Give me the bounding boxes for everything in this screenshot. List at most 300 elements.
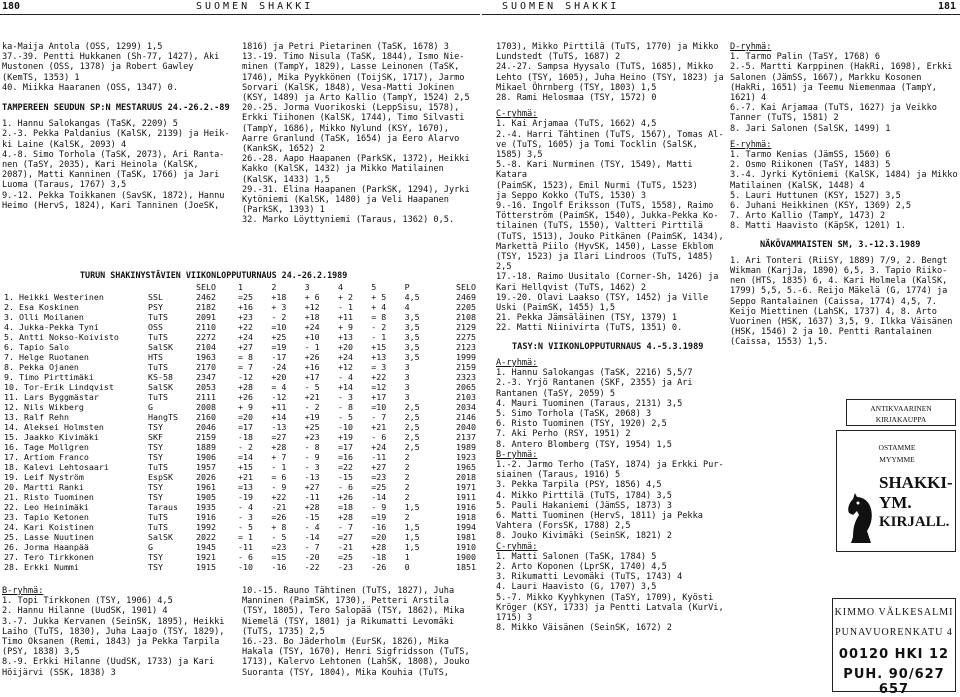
text-line: Uski (PaimSK, 1455) 1,5 bbox=[496, 303, 615, 314]
table-cell: - 2 bbox=[238, 442, 254, 452]
column-header: 2 bbox=[271, 282, 277, 292]
table-cell: 2205 bbox=[456, 302, 476, 312]
table-cell: +19 bbox=[304, 412, 320, 422]
text-line: Seppo Rantalainen (Caissa, 1774) 4,5, 7. bbox=[730, 296, 937, 307]
table-cell: - 5 bbox=[271, 532, 287, 542]
text-line: 2. Hannu Hilanne (UudSK, 1901) 4 bbox=[2, 606, 168, 617]
table-cell: =26 bbox=[271, 512, 287, 522]
text-line: (ParkSK, 1393) 1 bbox=[242, 205, 325, 216]
text-line: 2.-3. Yrjö Rantanen (SKF, 2355) ja Ari bbox=[496, 378, 693, 389]
table-cell: TuTS bbox=[148, 332, 168, 342]
page-number: 180 bbox=[2, 1, 21, 12]
table-row bbox=[2, 472, 478, 482]
table-cell: 2469 bbox=[456, 292, 476, 302]
table-cell: +16 bbox=[238, 302, 254, 312]
column-2-tail bbox=[242, 586, 478, 678]
table-cell: +28 bbox=[304, 502, 320, 512]
text-line: (TuTS, 1735) 2,5 bbox=[242, 626, 325, 637]
table-cell: +24 bbox=[238, 332, 254, 342]
table-cell: 1,5 bbox=[404, 522, 420, 532]
running-header-right bbox=[482, 0, 960, 15]
table-cell: =25 bbox=[238, 292, 254, 302]
table-cell: =25 bbox=[371, 482, 387, 492]
table-cell: 2018 bbox=[456, 472, 476, 482]
table-cell: =20 bbox=[371, 532, 387, 542]
table-cell: EspSK bbox=[148, 472, 173, 482]
article-column-4 bbox=[730, 42, 958, 348]
table-cell: - 7 bbox=[371, 412, 387, 422]
table-cell: 13. Ralf Rehn bbox=[4, 412, 69, 422]
table-cell: 4. Jukka-Pekka Tyni bbox=[4, 322, 99, 332]
text-line: 1713), Kalervo Lehtonen (LahSK, 1808), Jouko bbox=[242, 657, 470, 668]
text-line: 1746), Mika Pyykkönen (ToijSK, 1717), Jarmo bbox=[242, 72, 465, 83]
table-cell: =19 bbox=[271, 342, 287, 352]
table-cell: - 4 bbox=[238, 502, 254, 512]
table-cell: =27 bbox=[271, 432, 287, 442]
table-cell: 2129 bbox=[456, 322, 476, 332]
section-heading: NÄKÖVAMMAISTEN SM, 3.-12.3.1989 bbox=[760, 239, 921, 250]
shop-phone: PUH. 90/627 657 bbox=[843, 667, 945, 697]
table-cell: 2347 bbox=[196, 372, 216, 382]
table-cell: +22 bbox=[271, 492, 287, 502]
table-cell: =25 bbox=[337, 552, 353, 562]
table-cell: 2160 bbox=[196, 412, 216, 422]
table-cell: +18 bbox=[304, 312, 320, 322]
table-cell: 3 bbox=[404, 362, 410, 372]
table-cell: HTS bbox=[148, 352, 163, 362]
text-line: 1715) 3 bbox=[496, 612, 533, 623]
table-cell: - 5 bbox=[304, 382, 320, 392]
text-line: 1585) 3,5 bbox=[496, 150, 543, 161]
table-cell: -14 bbox=[371, 492, 387, 502]
table-cell: 7. Helge Ruotanen bbox=[4, 352, 89, 362]
text-line: (KemTS, 1353) 1 bbox=[2, 72, 80, 83]
table-cell: TuTS bbox=[148, 462, 168, 472]
table-cell: +28 bbox=[371, 542, 387, 552]
table-cell: 1900 bbox=[456, 552, 476, 562]
table-cell: =16 bbox=[337, 452, 353, 462]
group-heading: B-ryhmä: bbox=[496, 449, 538, 460]
text-line: (TSY, 1523) ja Ilari Lindroos (TuTS, 1485) bbox=[496, 252, 714, 263]
contact-advert bbox=[832, 598, 956, 697]
table-cell: 24. Kari Koistinen bbox=[4, 522, 94, 532]
text-line: 20.-25. Jorma Vuorikoski (LeppSisu, 1578), bbox=[242, 103, 460, 114]
table-cell: -11 bbox=[304, 492, 320, 502]
table-cell: =22 bbox=[337, 462, 353, 472]
group-heading: D-ryhmä: bbox=[730, 42, 772, 52]
table-cell: 3 bbox=[404, 392, 410, 402]
table-cell: +19 bbox=[337, 432, 353, 442]
text-line: 13.-19. Timo Nisula (TaSK, 1844), Ismo Nie- bbox=[242, 52, 465, 63]
table-cell: -20 bbox=[304, 552, 320, 562]
text-line: Hakala (TSY, 1670), Henri Sigfridsson (TuTS, bbox=[242, 647, 470, 658]
text-line: 3.-7. Jukka Kervanen (SeinSK, 1895), Heikki bbox=[2, 616, 225, 627]
text-line: Kakko (KalSK, 1432) ja Mikko Matilainen bbox=[242, 164, 444, 175]
text-line: Manninen (PaimSK, 1730), Petteri Arstila bbox=[242, 596, 449, 607]
table-row bbox=[2, 482, 478, 492]
buy-label: OSTAMME bbox=[878, 443, 916, 452]
table-cell: -10 bbox=[337, 422, 353, 432]
table-cell: +26 bbox=[238, 392, 254, 402]
brand-line-3: KIRJALL. bbox=[879, 514, 950, 530]
text-line: tilainen (TuTS, 1550), Valtteri Pirttilä bbox=[496, 221, 703, 232]
text-line: 16.-23. Bo Jäderholm (EurSK, 1826), Mika bbox=[242, 637, 449, 648]
table-row bbox=[2, 362, 478, 372]
text-line: (PaimSK, 1523), Emil Nurmi (TuTS, 1523) bbox=[496, 180, 698, 191]
brand-line-2: YM. bbox=[879, 493, 912, 512]
table-cell: 2008 bbox=[196, 402, 216, 412]
table-cell: KS-58 bbox=[148, 372, 173, 382]
table-cell: +23 bbox=[238, 312, 254, 322]
table-cell: OSS bbox=[148, 322, 163, 332]
table-cell: Taraus bbox=[148, 502, 178, 512]
table-cell: - 5 bbox=[238, 522, 254, 532]
table-cell: 2065 bbox=[456, 382, 476, 392]
table-cell: 1,5 bbox=[404, 542, 420, 552]
table-cell: 2034 bbox=[456, 402, 476, 412]
text-line: 1621) 4 bbox=[730, 93, 767, 104]
table-cell: - 2 bbox=[304, 402, 320, 412]
table-row bbox=[2, 312, 478, 322]
text-line: 1. Hannu Salokangas (TaSK, 2216) 5,5/7 bbox=[496, 368, 693, 379]
table-cell: +27 bbox=[304, 482, 320, 492]
table-cell: 1923 bbox=[456, 452, 476, 462]
text-line: Höijärvi (SSK, 1838) 3 bbox=[2, 667, 116, 678]
table-cell: SSL bbox=[148, 292, 163, 302]
table-cell: 1957 bbox=[196, 462, 216, 472]
table-cell: 1992 bbox=[196, 522, 216, 532]
text-line: 1.-2. Jarmo Terho (TaSY, 1874) ja Erkki Pur- bbox=[496, 459, 724, 470]
table-cell: 2103 bbox=[456, 392, 476, 402]
text-line: 1799) 5,5, 5.-6. Reijo Mäkelä (G, 1774) ja bbox=[730, 286, 948, 297]
table-cell: 4 bbox=[404, 302, 410, 312]
table-cell: =27 bbox=[337, 532, 353, 542]
table-cell: - 6 bbox=[371, 432, 387, 442]
table-cell: 1981 bbox=[456, 532, 476, 542]
text-line: 1816) ja Petri Pietarinen (TaSK, 1678) 3 bbox=[242, 42, 449, 52]
table-cell: 20. Martti Ranki bbox=[4, 482, 84, 492]
text-line: 2. Osmo Riikonen (TaSY, 1483) 5 bbox=[730, 160, 891, 171]
text-line: Kytöniemi (KalSK, 1480) ja Veli Haapanen bbox=[242, 195, 449, 206]
text-line: Wikman (KarjJa, 1890) 6,5, 3. Tapio Riiko- bbox=[730, 266, 948, 277]
text-line: nen (TaSY, 2035), Kari Heinola (KalSK, bbox=[2, 160, 199, 171]
table-cell: +14 bbox=[337, 382, 353, 392]
table-header-row bbox=[2, 282, 478, 292]
table-cell: = 8 bbox=[371, 312, 387, 322]
table-cell: +12 bbox=[304, 302, 320, 312]
table-body bbox=[2, 292, 478, 572]
text-line: 3. Rikumatti Levomäki (TuTS, 1743) 4 bbox=[496, 572, 683, 583]
text-line: 2.-3. Pekka Paldanius (KalSK, 2139) ja Heik- bbox=[2, 129, 230, 140]
table-cell: +10 bbox=[304, 332, 320, 342]
table-cell: +17 bbox=[371, 392, 387, 402]
table-cell: 2,5 bbox=[404, 442, 420, 452]
text-line: (TSY, 1805), Tero Salopää (TSY, 1862), Mika bbox=[242, 606, 465, 617]
text-line: Lundstedt (TuTS, 1687) 2 bbox=[496, 52, 621, 63]
table-cell: 2. Esa Koskinen bbox=[4, 302, 79, 312]
text-line: Sorvari (KalSK, 1848), Vesa-Matti Jokinen bbox=[242, 82, 455, 93]
table-cell: = 6 bbox=[271, 472, 287, 482]
text-line: 5. Simo Torhola (TaSK, 2068) 3 bbox=[496, 408, 652, 419]
table-cell: 1918 bbox=[456, 512, 476, 522]
text-line: Kröger (KSY, 1733) ja Pentti Latvala (KurVi, bbox=[496, 602, 724, 613]
table-cell: -22 bbox=[304, 562, 320, 572]
table-cell: 9. Timo Pirttimäki bbox=[4, 372, 94, 382]
text-line: 1703), Mikko Pirttilä (TuTS, 1770) ja Mikko bbox=[496, 42, 719, 52]
table-cell: TSY bbox=[148, 452, 163, 462]
column-header: 4 bbox=[337, 282, 343, 292]
text-line: Vahtera (ForsSK, 1788) 2,5 bbox=[496, 521, 631, 532]
text-line: 7. Arto Kallio (TampY, 1473) 2 bbox=[730, 211, 886, 222]
text-line: 1. Tarmo Kenias (JämSS, 1560) 6 bbox=[730, 150, 891, 161]
page-number: 181 bbox=[937, 1, 956, 12]
table-cell: 25. Lasse Nuutinen bbox=[4, 532, 94, 542]
table-cell: +21 bbox=[304, 392, 320, 402]
table-cell: -10 bbox=[238, 562, 254, 572]
text-line: 28. Rami Helosmaa (TSY, 1572) 0 bbox=[496, 93, 657, 104]
table-cell: + 2 bbox=[337, 292, 353, 302]
text-line: 2. Arto Koponen (LprSK, 1740) 4,5 bbox=[496, 561, 667, 572]
table-cell: +13 bbox=[337, 332, 353, 342]
table-cell: 2046 bbox=[196, 422, 216, 432]
table-cell: -21 bbox=[337, 542, 353, 552]
column-header: SELO bbox=[196, 282, 216, 292]
table-cell: =17 bbox=[337, 442, 353, 452]
table-cell: - 9 bbox=[271, 482, 287, 492]
table-cell: 21. Risto Tuominen bbox=[4, 492, 94, 502]
table-cell: 2462 bbox=[196, 292, 216, 302]
table-cell: 2,5 bbox=[404, 422, 420, 432]
table-cell: 3 bbox=[404, 382, 410, 392]
shop-postcode: 00120 HKI 12 bbox=[838, 647, 950, 662]
table-cell: = 8 bbox=[238, 352, 254, 362]
table-cell: =10 bbox=[271, 322, 287, 332]
table-cell: +14 bbox=[271, 412, 287, 422]
table-row bbox=[2, 432, 478, 442]
table-cell: =19 bbox=[371, 512, 387, 522]
table-cell: =23 bbox=[371, 472, 387, 482]
running-title: SUOMEN SHAKKI bbox=[196, 1, 314, 12]
table-cell: 2275 bbox=[456, 332, 476, 342]
table-cell: +28 bbox=[238, 382, 254, 392]
table-cell: -12 bbox=[271, 392, 287, 402]
table-cell: 2,5 bbox=[404, 412, 420, 422]
table-cell: -16 bbox=[271, 562, 287, 572]
table-cell: SalSK bbox=[148, 342, 173, 352]
text-line: 2.-5. Martti Karppinen (HakRi, 1698), Erkki bbox=[730, 62, 953, 73]
table-cell: - 5 bbox=[337, 412, 353, 422]
column-header: P bbox=[404, 282, 410, 292]
column-header: 3 bbox=[304, 282, 310, 292]
table-row bbox=[2, 352, 478, 362]
article-column-3 bbox=[496, 42, 724, 633]
text-line: Lehto (TSY, 1605), Juha Heino (TSY, 1823) ja bbox=[496, 72, 724, 83]
table-cell: - 1 bbox=[371, 332, 387, 342]
text-line: Timo Oksanen (Remi, 1843) ja Pekka Tarpila bbox=[2, 637, 220, 648]
table-cell: 1. Heikki Westerinen bbox=[4, 292, 104, 302]
text-line: 8. Antero Blomberg (TSY, 1954) 1,5 bbox=[496, 439, 672, 450]
table-cell: +11 bbox=[337, 312, 353, 322]
table-cell: TSY bbox=[148, 422, 163, 432]
text-line: Markettä Piilo (HyvSK, 1450), Lasse Ekblom bbox=[496, 241, 714, 252]
left-page bbox=[0, 0, 480, 696]
table-cell: TuTS bbox=[148, 392, 168, 402]
table-cell: 2 bbox=[404, 482, 410, 492]
text-line: 6. Juhani Heikkinen (KSY, 1369) 2,5 bbox=[730, 201, 912, 212]
table-row bbox=[2, 392, 478, 402]
table-cell: +21 bbox=[371, 422, 387, 432]
table-cell: +15 bbox=[371, 342, 387, 352]
table-cell: +23 bbox=[304, 432, 320, 442]
text-line: 6. Matti Tuominen (HervS, 1811) ja Pekka bbox=[496, 510, 703, 521]
article-column-2 bbox=[242, 42, 478, 226]
right-page bbox=[482, 0, 960, 696]
text-line: 1. Topi Tirkkonen (TSY, 1906) 4,5 bbox=[2, 596, 173, 607]
table-cell: 2272 bbox=[196, 332, 216, 342]
text-line: Mustonen (OSS, 1378) ja Robert Gawley bbox=[2, 62, 194, 73]
table-cell: 2110 bbox=[196, 322, 216, 332]
text-line: Laiho (TuTS, 1830), Juha Laajo (TSY, 1829), bbox=[2, 626, 225, 637]
table-cell: + 8 bbox=[271, 522, 287, 532]
text-line: 6.-7. Kai Arjamaa (TuTS, 1627) ja Veikko bbox=[730, 103, 937, 114]
table-cell: - 7 bbox=[337, 522, 353, 532]
table-cell: 1994 bbox=[456, 522, 476, 532]
table-cell: G bbox=[148, 542, 153, 552]
table-cell: - 1 bbox=[271, 462, 287, 472]
table-cell: -11 bbox=[371, 452, 387, 462]
table-cell: TuTS bbox=[148, 312, 168, 322]
text-line: 2.-4. Harri Tähtinen (TuTS, 1567), Tomas Al- bbox=[496, 129, 724, 140]
text-line: (Caissa, 1553) 1,5. bbox=[730, 337, 829, 348]
table-cell: -17 bbox=[271, 352, 287, 362]
table-cell: +25 bbox=[304, 422, 320, 432]
table-cell: 1910 bbox=[456, 542, 476, 552]
table-cell: +28 bbox=[337, 512, 353, 522]
table-cell: 1999 bbox=[456, 352, 476, 362]
text-line: Mikael Öhrnberg (TSY, 1803) 1,5 bbox=[496, 82, 657, 93]
shop-advert bbox=[836, 430, 956, 552]
table-cell: SalSK bbox=[148, 382, 173, 392]
table-cell: 14. Aleksei Holmsten bbox=[4, 422, 104, 432]
text-line: ki Laine (KalSK, 2093) 4 bbox=[2, 139, 127, 150]
table-row bbox=[2, 532, 478, 542]
table-cell: 2 bbox=[404, 492, 410, 502]
text-line: Salonen (JämSS, 1667), Markku Kosonen bbox=[730, 72, 922, 83]
table-cell: 1963 bbox=[196, 352, 216, 362]
table-cell: - 3 bbox=[337, 392, 353, 402]
table-cell: 1,5 bbox=[404, 502, 420, 512]
table-cell: - 2 bbox=[371, 322, 387, 332]
table-cell: +22 bbox=[238, 322, 254, 332]
text-line: (KSY, 1489) ja Arto Kallio (TampY, 1524) 2,5 bbox=[242, 93, 470, 104]
text-line: 26.-28. Aapo Haapanen (ParkSK, 1372), Heikki bbox=[242, 154, 470, 165]
table-cell: 3,5 bbox=[404, 352, 420, 362]
table-row bbox=[2, 522, 478, 532]
table-cell: -15 bbox=[304, 512, 320, 522]
table-row bbox=[2, 412, 478, 422]
table-cell: +12 bbox=[337, 362, 353, 372]
table-cell: +20 bbox=[271, 372, 287, 382]
table-row bbox=[2, 562, 478, 572]
table-title: TURUN SHAKINYSTÄVIEN VIIKONLOPPUTURNAUS 24.-26.2.1989 bbox=[80, 270, 348, 280]
table-cell: 1965 bbox=[456, 462, 476, 472]
table-cell: - 1 bbox=[304, 342, 320, 352]
table-cell: 1916 bbox=[196, 512, 216, 522]
table-cell: 2123 bbox=[456, 342, 476, 352]
text-line: Erkki Tiihonen (KalSK, 1744), Timo Silvasti bbox=[242, 113, 465, 124]
text-line: 4. Lauri Haavisto (G, 1707) 3,5 bbox=[496, 582, 657, 593]
text-line: 10.-15. Rauno Tähtinen (TuTS, 1827), Juha bbox=[242, 586, 455, 596]
table-cell: TuTS bbox=[148, 522, 168, 532]
table-cell: +25 bbox=[271, 332, 287, 342]
table-cell: - 8 bbox=[337, 402, 353, 412]
table-cell: -23 bbox=[337, 562, 353, 572]
table-row bbox=[2, 452, 478, 462]
table-cell: =12 bbox=[371, 382, 387, 392]
table-cell: -19 bbox=[238, 492, 254, 502]
running-header-left bbox=[0, 0, 480, 15]
table-cell: +28 bbox=[271, 442, 287, 452]
table-cell: 18. Kalevi Lehtosaari bbox=[4, 462, 109, 472]
table-cell: +27 bbox=[238, 342, 254, 352]
results-table bbox=[2, 282, 478, 572]
table-cell: 1911 bbox=[456, 492, 476, 502]
table-cell: = 4 bbox=[271, 382, 287, 392]
column-header: 5 bbox=[371, 282, 377, 292]
table-cell: 2040 bbox=[456, 422, 476, 432]
antiquariat-text: ANTIKVAARINEN KIRJAKAUPPA bbox=[870, 404, 932, 424]
section-heading: TAMPEREEN SEUDUN SP:N MESTARUUS 24.-26.2.-89 bbox=[2, 103, 230, 114]
table-row bbox=[2, 492, 478, 502]
table-cell: 4,5 bbox=[404, 292, 420, 302]
text-line: 8. Matti Haavisto (KäpSK, 1201) 1. bbox=[730, 221, 906, 232]
table-cell: 1 bbox=[404, 552, 410, 562]
text-line: (HakRi, 1651) ja Teemu Niemenmaa (TampY, bbox=[730, 82, 937, 93]
table-cell: - 7 bbox=[304, 542, 320, 552]
table-row bbox=[2, 332, 478, 342]
table-cell: - 3 bbox=[304, 462, 320, 472]
text-line: Rantanen (TaSY, 2059) 5 bbox=[496, 388, 615, 399]
table-cell: 1905 bbox=[196, 492, 216, 502]
table-cell: + 9 bbox=[337, 322, 353, 332]
table-cell: 1935 bbox=[196, 502, 216, 512]
table-cell: +24 bbox=[371, 442, 387, 452]
table-cell: +20 bbox=[337, 342, 353, 352]
table-cell: 2111 bbox=[196, 392, 216, 402]
table-cell: 27. Tero Tirkkonen bbox=[4, 552, 94, 562]
text-line: 9.-16. Ingolf Eriksson (TuTS, 1558), Raimo bbox=[496, 201, 714, 212]
text-line: Vuorinen (HSK, 1637) 3,5, 9. Ilkka Väisänen bbox=[730, 317, 953, 328]
table-cell: 3,5 bbox=[404, 342, 420, 352]
running-title: SUOMEN SHAKKI bbox=[502, 1, 620, 12]
table-cell: +13 bbox=[371, 352, 387, 362]
table-cell: HangTS bbox=[148, 412, 178, 422]
table-cell: 5. Antti Nokso-Koivisto bbox=[4, 332, 119, 342]
text-line: nen (HTS, 1835) 6, 4. Kari Holmela (KalSK, bbox=[730, 276, 948, 287]
table-cell: - 4 bbox=[304, 522, 320, 532]
table-row bbox=[2, 292, 478, 302]
table-cell: - 9 bbox=[304, 452, 320, 462]
table-row bbox=[2, 302, 478, 312]
table-cell: 1,5 bbox=[404, 532, 420, 542]
text-line: 17.-18. Raimo Uusitalo (Corner-Sh, 1426) ja bbox=[496, 272, 719, 283]
table-cell: +22 bbox=[371, 372, 387, 382]
table-cell: TSY bbox=[148, 562, 163, 572]
table-cell: TuTS bbox=[148, 362, 168, 372]
table-cell: -21 bbox=[271, 502, 287, 512]
table-cell: 3. Olli Moilanen bbox=[4, 312, 84, 322]
text-line: Aarre Granlund (TaSK, 1654) ja Eero Alarvo bbox=[242, 133, 460, 144]
